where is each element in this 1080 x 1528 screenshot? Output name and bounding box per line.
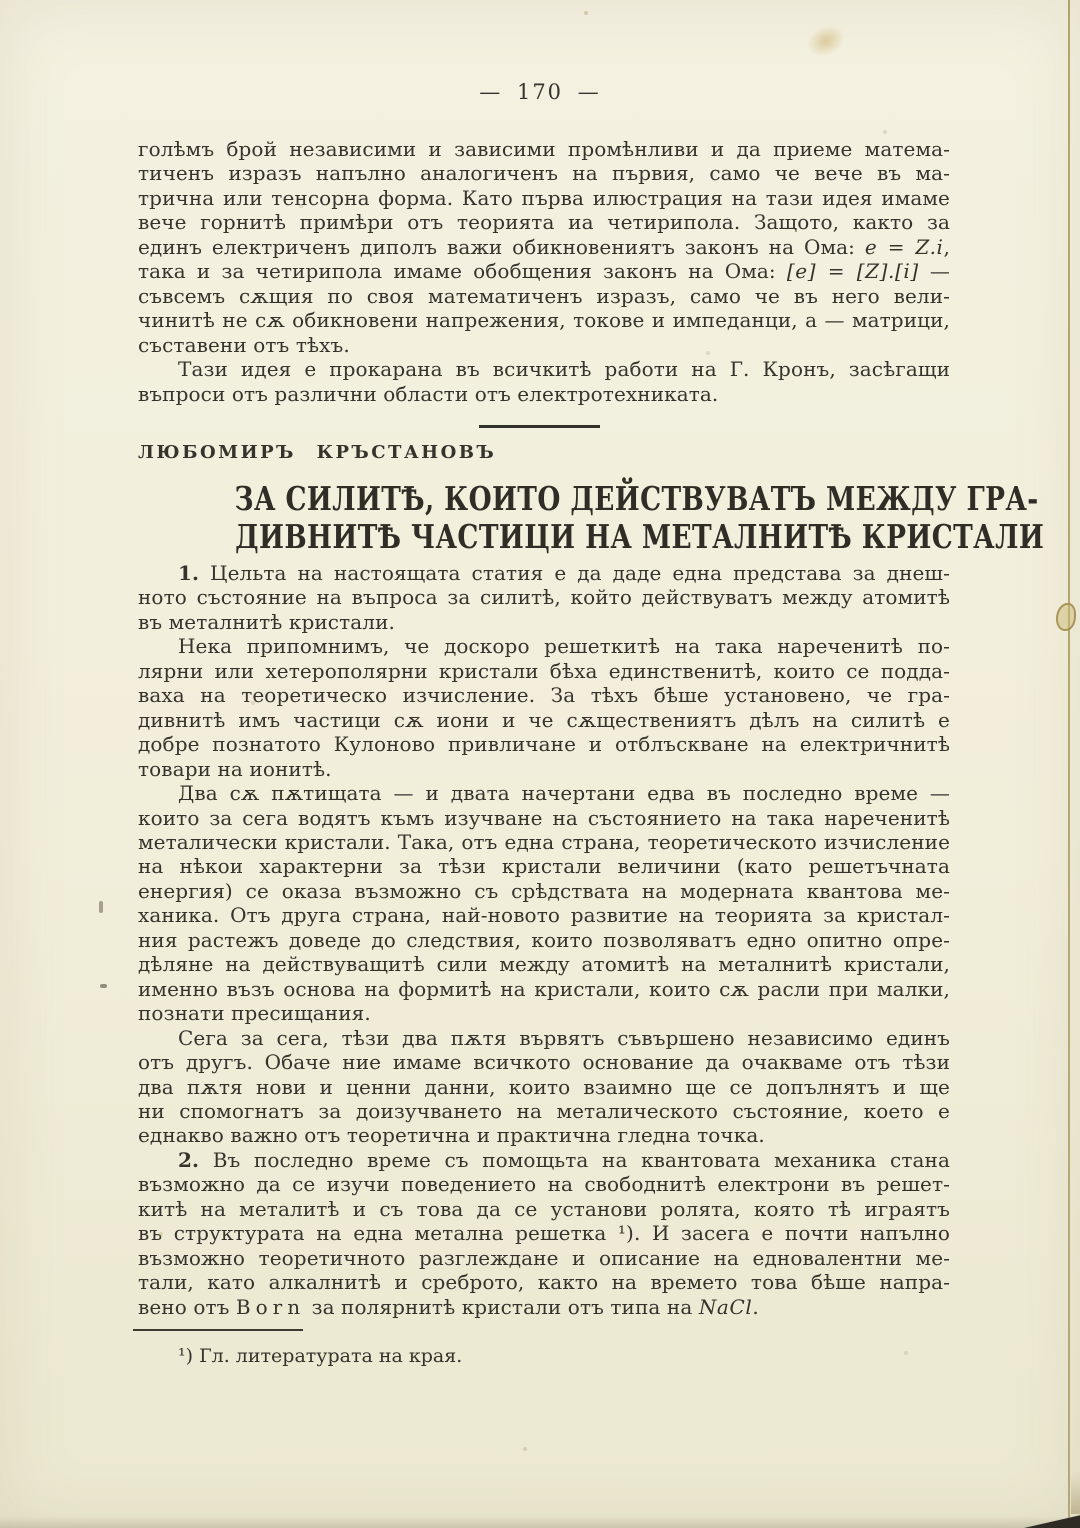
text-line: ния растежъ доведе до следствия, които позволяватъ едно опитно опре- <box>138 927 950 952</box>
article-divider-rule <box>479 425 600 428</box>
text-line: Два сѫ пѫтищата — и двата начертани едва въ последно време — <box>178 781 950 806</box>
margin-ink-speck <box>99 901 103 913</box>
text-line: ното състояние на въпроса за силитѣ, който действуватъ между атомитѣ <box>138 585 950 610</box>
scan-thread-artifact <box>1068 0 1070 1528</box>
text-line: дѣляне на действуващитѣ сили между атомитѣ на металнитѣ кристали, <box>138 952 950 977</box>
text-line: енергия) се оказа възможно съ срѣдствата на модерната квантова ме- <box>138 878 950 903</box>
text-line: металически кристали. Така, отъ една страна, теоретическото изчисление <box>138 829 950 854</box>
text-line: Сега за сега, тѣзи два пѫтя вървятъ съвършено независимо единъ <box>178 1025 950 1050</box>
text-line: Тази идея е прокарана въ всичкитѣ работи на Г. Кронъ, засѣгащи <box>178 357 950 382</box>
text-line: дивнитѣ имъ частици сѫ иони и че сѫществениятъ дѣлъ на силитѣ е <box>138 707 950 732</box>
text-line: трична или тенсорна форма. Като първа илюстрация на тази идея имаме <box>138 185 950 210</box>
article-title <box>134 479 1045 556</box>
text-line: единъ електриченъ диполъ важи обикновениятъ законъ на Ома: e = Z.i, <box>138 234 950 259</box>
text-line: именно възъ основа на формитѣ на кристали, които сѫ расли при малки, <box>138 976 950 1001</box>
footnote-rule <box>133 1329 303 1331</box>
text-line: на нѣкои характерни за тѣзи кристали величини (като решетъчната <box>138 854 950 879</box>
text-line: еднакво важно отъ теоретична и практична гледна точка. <box>138 1123 765 1148</box>
scan-thread-knot <box>1056 603 1076 631</box>
text-line: ханика. Отъ друга страна, най-новото развитие на теорията за кристал- <box>138 903 950 928</box>
text-line: възможно да се изучи поведението на свободнитѣ електрони въ решет- <box>138 1172 950 1197</box>
text-line: чинитѣ не сѫ обикновени напрежения, токове и импеданци, а — матрици, <box>138 308 950 333</box>
text-line: добре познатото Кулоново привличане и отблъскване на електричнитѣ <box>138 732 950 757</box>
text-line: възможно теоретичното разглеждане и описание на едновалентни ме- <box>138 1245 950 1270</box>
text-line: китѣ на металитѣ и съ това да се установи ролята, която тѣ играятъ <box>138 1196 950 1221</box>
title-line: ДИВНИТѢ ЧАСТИЦИ НА МЕТАЛНИТѢ КРИСТАЛИ <box>235 516 1045 556</box>
page-number: — 170 — <box>479 80 601 104</box>
text-line: така и за четирипола имаме обобщения законъ на Ома: [e] = [Z].[i] — <box>138 259 951 284</box>
text-line: въпроси отъ различни области отъ електротехниката. <box>138 381 719 406</box>
text-line: вено отъ Born за полярнитѣ кристали отъ типа на NaCl. <box>138 1294 759 1319</box>
bottom-edge-shadow <box>0 1516 1080 1528</box>
page-corner-shading <box>1071 1472 1080 1514</box>
text-line: 2. Въ последно време съ помощьта на квантовата механика стана <box>178 1147 950 1172</box>
text-line: тиченъ изразъ напълно аналогиченъ на първия, само че вече въ ма- <box>138 161 950 186</box>
article-author: ЛЮБОМИРЪ КРЪСТАНОВЪ <box>138 442 497 463</box>
text-line: въ структурата на една метална решетка ¹). И засега е почти напълно <box>138 1221 950 1246</box>
paper-specks <box>0 0 2 2</box>
margin-ink-speck <box>100 984 107 988</box>
text-line: два пѫтя нови и ценни данни, които взаимно ще се допълнятъ и ще <box>138 1074 950 1099</box>
text-line: тали, като алкалнитѣ и среброто, както на времето това бѣше напра- <box>138 1270 950 1295</box>
text-line: съставени отъ тѣхъ. <box>138 332 350 357</box>
article-body <box>138 561 950 1319</box>
text-line: вече горнитѣ примѣри отъ теорията иа четирипола. Защото, както за <box>138 210 950 235</box>
text-line: ни спомогнатъ за доизучването на металическото състояние, което е <box>138 1098 950 1123</box>
footnote: ¹) Гл. литературата на края. <box>178 1345 463 1367</box>
text-line: съвсемъ сѫщия по своя математиченъ изразъ, само че въ него вели- <box>138 283 950 308</box>
paper-smudge <box>802 19 851 63</box>
text-line: товари на ионитѣ. <box>138 756 332 781</box>
previous-article-text <box>138 137 950 406</box>
text-line: отъ другъ. Обаче ние имаме всичкото основание да очакваме отъ тѣзи <box>138 1050 950 1075</box>
text-line: голѣмъ брой независими и зависими промѣнливи и да приеме матема- <box>138 137 950 161</box>
text-line: Нека припомнимъ, че доскоро решеткитѣ на така нареченитѣ по- <box>178 634 950 659</box>
text-line: въ металнитѣ кристали. <box>138 609 395 634</box>
text-line: лярни или хетерополярни кристали бѣха единственитѣ, които се подда- <box>138 658 950 683</box>
text-line: познати пресищания. <box>138 1001 371 1026</box>
title-line: ЗА СИЛИТѢ, КОИТО ДЕЙСТВУВАТЪ МЕЖДУ ГРА- <box>234 479 1039 518</box>
text-line: ваха на теоретическо изчисление. За тѣхъ бѣше установено, че гра- <box>138 683 950 708</box>
text-line: които за сега водятъ къмъ изучване на състоянието на така нареченитѣ <box>138 805 950 830</box>
text-line: 1. Цельта на настоящата статия е да даде една представа за днеш- <box>178 561 950 585</box>
